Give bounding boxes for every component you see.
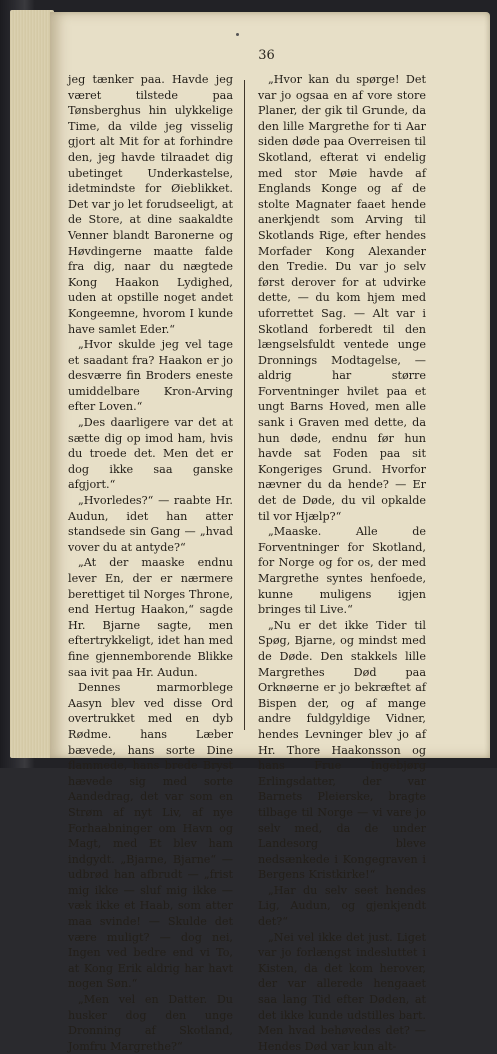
paragraph: „Maaske. Alle de Forventninger for Skotland, for Norge og for os, der med Margrethe syntes henfoede, kunne muligens igjen bringes til Live.“ (258, 525, 426, 617)
paragraph: „Hvorledes?“ — raabte Hr. Audun, idet han atter standsede sin Gang — „hvad vover du at antyde?“ (68, 494, 233, 554)
paragraph: „Hvor kan du spørge! Det var jo ogsaa en af vore store Planer, der gik til Grunde, da den lille Margrethe for ti Aar siden døde paa Overreisen til Skotland, efterat vi endelig med stor Møie havde af Englands Konge og af de stolte Magnater faaet hende anerkjendt som Arving til Skotlands Rige, efter hendes Morfader Kong Alexander den Tredie. Du var jo selv først derover for at udvirke dette, — du kom hjem med uforrettet Sag. — Alt var i Skotland forberedt til den længselsfuldt ventede unge Dronnings Modtagelse, — aldrig har større Forventninger hvilet paa et ungt Barns Hoved, men alle sank i Graven med dette, da hun døde, endnu før hun havde sat Foden paa sit Kongeriges Grund. Hvorfor nævner du da hende? — Er det de Døde, du vil opkalde til vor Hjælp?“ (258, 73, 426, 523)
paragraph: „Nu er det ikke Tider til Spøg, Bjarne, og mindst med de Døde. Den stakkels lille Margrethes Død paa Orknøerne er jo bekræftet af Bispen der, og af mange andre fuldgyldige Vidner, hendes Levninger blev jo af Hr. Thore Haakonsson og hans Frue Ingebjørg Erlingsdatter, der var Barnets Pleierske, bragte tilbage til Norge — vi vare jo selv med, da de under Landesorg bleve nedsænkede i Kongegraven i Bergens Kristkirke!“ (258, 618, 426, 882)
page-number: 36 (258, 48, 275, 63)
paragraph: Dennes marmorblege Aasyn blev ved disse Ord overtrukket med en dyb Rødme. hans Læber bævede, hans sorte Dine flammede, hans brede Bryst hævede sig med sorte Aandedrag, det var som en Strøm af nyt Liv, af nye Forhaabninger om Havn og Magt, med Et blev ham indgydt. „Bjarne, Bjarne“ — udbrød han afbrudt — „frist mig ikke — sluf mig ikke — væk ikke et Haab, som atter maa svinde! — Skulde det være muligt? — dog nei, Ingen ved bedre end vi To, at Kong Erik aldrig har havt nogen Søn.“ (68, 681, 233, 991)
text-column-left (68, 72, 233, 1054)
paragraph: „Nei vel ikke det just. Liget var jo forlængst indesluttet i Kisten, da det kom herover, der var allerede hengaaet saa lang Tid efter Døden, at det ikke kunde udstilles bart. Men hvad behøvedes det? — Hendes Død var kun alt- (258, 930, 426, 1053)
page-edges (10, 10, 54, 758)
column-divider (244, 80, 245, 730)
paragraph: „Hvor skulde jeg vel tage et saadant fra? Haakon er jo desværre fin Broders eneste umiddelbare Kron-Arving efter Loven.“ (68, 338, 233, 414)
text-column-right (258, 72, 426, 1054)
paragraph: „Har du selv seet hendes Lig, Audun, og gjenkjendt det?“ (258, 883, 426, 929)
paragraph: „Des daarligere var det at sætte dig op imod ham, hvis du troede det. Men det er dog ikke saa ganske afgjort.“ (68, 416, 233, 492)
paragraph: „Men vel en Datter. Du husker dog den unge Dronning af Skotland, Jomfru Margrethe?“ (68, 993, 233, 1053)
paragraph: jeg tænker paa. Havde jeg været tilstede paa Tønsberghus hin ulykkelige Time, da vilde jeg visselig gjort alt Mit for at forhindre den, jeg havde tilraadet dig ubetinget Underkastelse, idetmindste for Øieblikket. Det var jo let forudseeligt, at de Store, at dine saakaldte Venner blandt Baronerne og Høvdingerne maatte falde fra dig, naar du nægtede Kong Haakon Lydighed, uden at opstille noget andet Kongeemne, hvorom I kunde have samlet Eder.“ (68, 73, 233, 336)
page-mark (236, 33, 239, 36)
paragraph: „At der maaske endnu lever En, der er nærmere berettiget til Norges Throne, end Hertug Haakon,“ sagde Hr. Bjarne sagte, men eftertrykkeligt, idet han med fine gjennemborende Blikke saa ivit paa Hr. Audun. (68, 556, 233, 679)
